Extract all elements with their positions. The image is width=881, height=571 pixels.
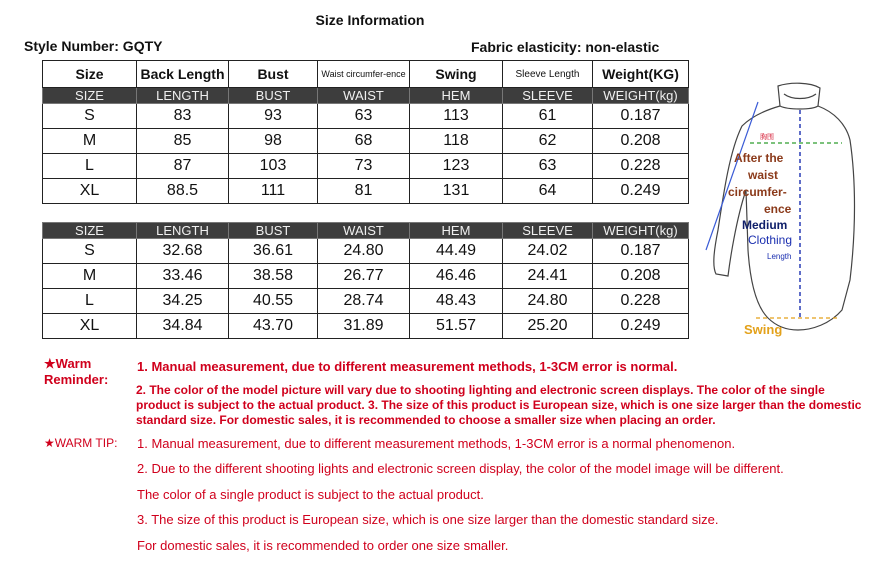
table-cell: 25.20 [503,314,593,339]
size-table-inch [42,222,689,339]
table-cell: 68 [318,129,410,154]
table-cell: M [43,264,137,289]
table-cell: XL [43,179,137,204]
column-header: WAIST [318,88,410,104]
table-cell: 24.80 [318,239,410,264]
table-cell: 87 [137,154,229,179]
column-header: HEM [410,88,503,104]
table-cell: 111 [229,179,318,204]
warm-tip-line: 1. Manual measurement, due to different measurement methods, 1-3CM error is a normal phenomenon. [137,436,736,451]
table-cell: 44.49 [410,239,503,264]
column-header: Swing [410,61,503,88]
garment-measurement-diagram [700,80,876,350]
table-row [43,239,689,264]
column-header: Waist circumfer-ence [318,61,410,88]
column-header: WEIGHT(kg) [593,223,689,239]
waist-label: After the waist circumfer- ence [728,151,792,216]
table-cell: 88.5 [137,179,229,204]
column-header: BUST [229,88,318,104]
table-cell: 0.228 [593,289,689,314]
table-top-header-row [43,61,689,88]
swing-label: Swing [744,322,783,337]
table-cell: 83 [137,104,229,129]
warm-tip-label: ★WARM TIP: [44,436,118,450]
table-cell: XL [43,314,137,339]
table-cell: 26.77 [318,264,410,289]
table-row [43,154,689,179]
table-cell: 38.58 [229,264,318,289]
table-row [43,179,689,204]
table-header-row [43,223,689,239]
table-row [43,264,689,289]
table-row [43,289,689,314]
warm-tip-line: The color of a single product is subject to the actual product. [137,487,484,502]
column-header: HEM [410,223,503,239]
warm-tip-line: 2. Due to the different shooting lights and electronic screen display, the color of the model image will be different. [137,461,784,476]
table-cell: 103 [229,154,318,179]
column-header: Weight(KG) [593,61,689,88]
table-cell: 0.187 [593,239,689,264]
table-cell: 33.46 [137,264,229,289]
table-cell: 0.249 [593,179,689,204]
table-header-row [43,88,689,104]
table-cell: 113 [410,104,503,129]
table-cell: 62 [503,129,593,154]
table-cell: 24.41 [503,264,593,289]
table-cell: S [43,104,137,129]
table-cell: L [43,289,137,314]
table-cell: 46.46 [410,264,503,289]
table-cell: 131 [410,179,503,204]
column-header: Size [43,61,137,88]
page-title: Size Information [315,12,425,28]
warm-reminder-line2: 2. The color of the model picture will vary due to shooting lighting and electronic screen displays. The color of the single product is subject to the actual product. 3. The size of this product is European size, which is one size larger than the domestic standard size. For domestic sales, it is recommended to choose a smaller size when placing an order. [136,383,862,427]
table-cell: 73 [318,154,410,179]
warm-reminder-line1: 1. Manual measurement, due to different measurement methods, 1-3CM error is normal. [137,359,678,374]
length-label: Length [767,252,792,261]
clothing-label: Clothing [748,233,793,247]
table-cell: 81 [318,179,410,204]
table-cell: 64 [503,179,593,204]
table-cell: 36.61 [229,239,318,264]
column-header: SIZE [43,88,137,104]
table-cell: M [43,129,137,154]
table-cell: 0.187 [593,104,689,129]
warm-tip-line: For domestic sales, it is recommended to order one size smaller. [137,538,509,553]
table-cell: 51.57 [410,314,503,339]
column-header: Sleeve Length [503,61,593,88]
table-cell: 32.68 [137,239,229,264]
column-header: WAIST [318,223,410,239]
table-cell: 93 [229,104,318,129]
fabric-elasticity: Fabric elasticity: non-elastic [471,39,660,55]
table-cell: 85 [137,129,229,154]
table-cell: 63 [503,154,593,179]
table-cell: 0.208 [593,129,689,154]
table-cell: 118 [410,129,503,154]
column-header: WEIGHT(kg) [593,88,689,104]
column-header: SLEEVE [503,88,593,104]
size-table-cm [42,60,689,204]
table-cell: 31.89 [318,314,410,339]
table-cell: 43.70 [229,314,318,339]
table-cell: 34.84 [137,314,229,339]
table-cell: 0.208 [593,264,689,289]
table-cell: 61 [503,104,593,129]
column-header: Bust [229,61,318,88]
table-cell: 123 [410,154,503,179]
table-row [43,129,689,154]
table-cell: 98 [229,129,318,154]
table-cell: 34.25 [137,289,229,314]
column-header: BUST [229,223,318,239]
column-header: LENGTH [137,88,229,104]
table-cell: 0.249 [593,314,689,339]
table-cell: 0.228 [593,154,689,179]
table-cell: S [43,239,137,264]
table-cell: 24.80 [503,289,593,314]
warm-reminder-label: ★Warm Reminder: [44,356,109,387]
table-row [43,314,689,339]
table-cell: 40.55 [229,289,318,314]
warm-tip-line: 3. The size of this product is European size, which is one size larger than the domestic standard size. [137,512,719,527]
style-number: Style Number: GQTY [24,38,163,54]
column-header: LENGTH [137,223,229,239]
table-cell: 24.02 [503,239,593,264]
table-cell: 28.74 [318,289,410,314]
table-cell: 48.43 [410,289,503,314]
column-header: Back Length [137,61,229,88]
bust-label: 胸围 [760,133,774,141]
column-header: SIZE [43,223,137,239]
table-row [43,104,689,129]
medium-label: Medium [742,218,788,232]
column-header: SLEEVE [503,223,593,239]
table-cell: 63 [318,104,410,129]
table-cell: L [43,154,137,179]
